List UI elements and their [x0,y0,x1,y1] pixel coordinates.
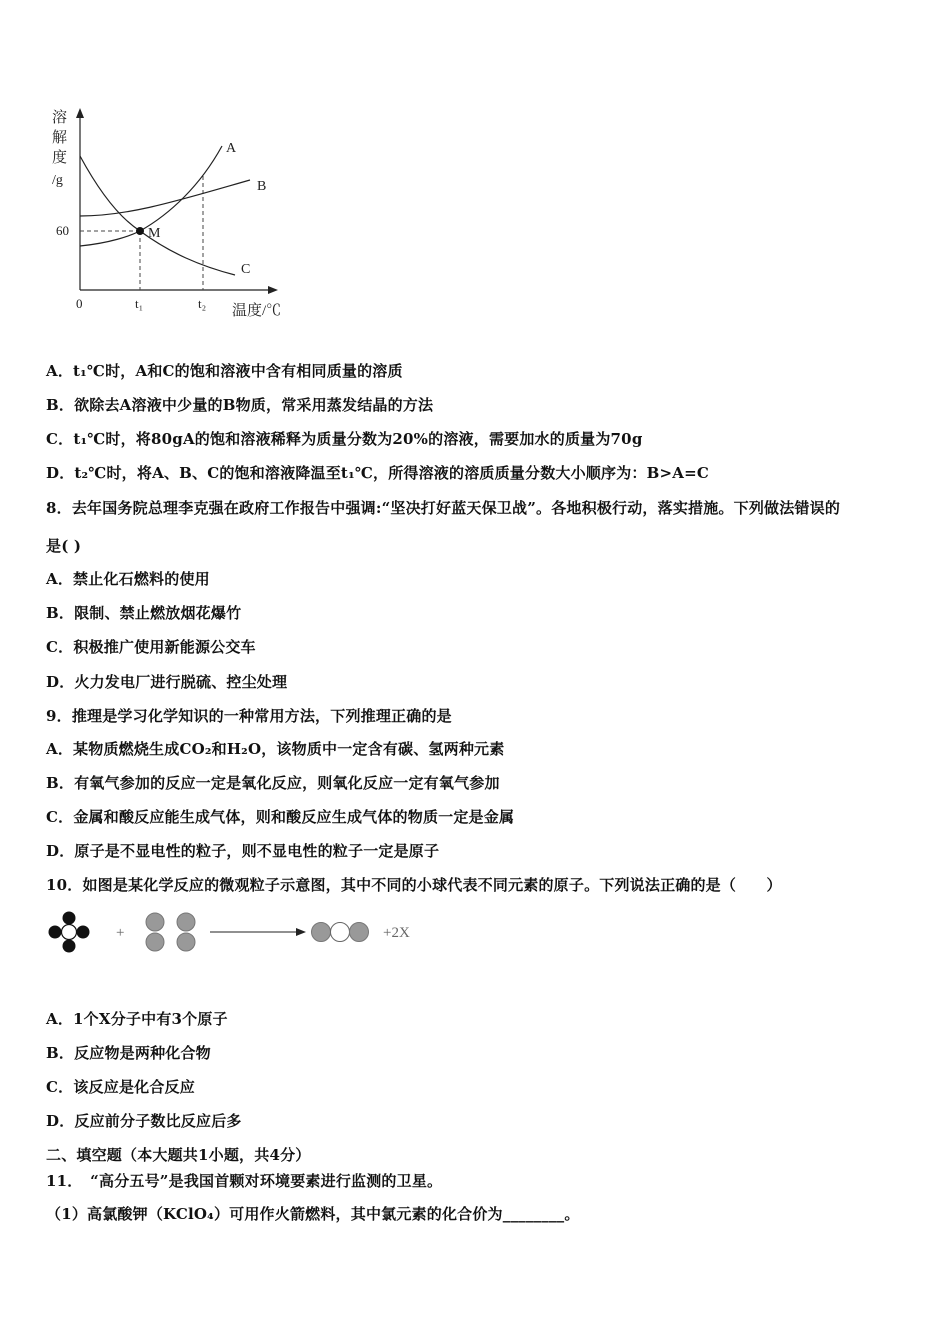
y-label-char: 溶 [52,110,68,126]
origin-label: 0 [76,296,83,311]
point-m-label: M [148,226,161,241]
q7-option-d: D．t₂℃时，将A、B、C的饱和溶液降温至t₁℃，所得溶液的溶质质量分数大小顺序为：B>A=C [46,464,710,482]
q9-option-d: D．原子是不显电性的粒子，则不显电性的粒子一定是原子 [46,842,440,860]
q10-option-d: D．反应前分子数比反应后多 [46,1112,242,1130]
curve-b-label: B [257,179,267,194]
q10-option-b: B．反应物是两种化合物 [46,1044,211,1062]
q8-option-d: D．火力发电厂进行脱硫、控尘处理 [46,673,288,691]
x-axis-arrow [268,286,278,294]
product-extra: +2X [383,925,410,941]
y-axis-label [52,109,67,188]
curve-c [80,156,235,275]
reaction-arrow-head [296,928,306,936]
q8-option-c: C．积极推广使用新能源公交车 [46,638,256,656]
q8-stem: 8．去年国务院总理李克强在政府工作报告中强调:“坚决打好蓝天保卫战”。各地积极行动，落实措施。下列做法错误的 [46,499,841,517]
y-axis-arrow [76,108,84,118]
reactant-molecules-2 [146,913,195,951]
q7-option-a: A．t₁℃时，A和C的饱和溶液中含有相同质量的溶质 [46,362,403,380]
q10-option-a: A．1个X分子中有3个原子 [46,1010,228,1028]
solubility-chart [40,98,310,330]
q9-option-a: A．某物质燃烧生成CO₂和H₂O，该物质中一定含有碳、氢两种元素 [46,740,505,758]
point-m [136,227,144,235]
reactant-molecule-1 [49,912,90,953]
curve-b [80,180,250,216]
q11-stem: 11． “高分五号”是我国首颗对环境要素进行监测的卫星。 [46,1172,443,1190]
x-tick-t1: t₁ [135,296,144,311]
q11-part-1: （1）高氯酸钾（KClO₄）可用作火箭燃料，其中氯元素的化合价为________。 [46,1205,580,1223]
product-molecule [312,923,369,942]
y-tick-60: 60 [56,223,69,238]
reaction-diagram [40,905,440,961]
q7-option-c: C．t₁℃时，将80gA的饱和溶液稀释为质量分数为20%的溶液，需要加水的质量为70g [46,430,643,448]
section2-title: 二、填空题（本大题共1小题，共4分） [46,1146,311,1164]
q7-option-b: B．欲除去A溶液中少量的B物质，常采用蒸发结晶的方法 [46,396,434,414]
q9-option-c: C．金属和酸反应能生成气体，则和酸反应生成气体的物质一定是金属 [46,808,515,826]
y-label-char: /g [52,173,63,188]
q10-stem: 10．如图是某化学反应的微观粒子示意图，其中不同的小球代表不同元素的原子。下列说法正确的是（ ） [46,876,782,894]
x-tick-t2: t₂ [198,296,207,311]
y-label-char: 度 [52,150,68,166]
curve-a-label: A [226,141,237,156]
q10-option-c: C．该反应是化合反应 [46,1078,195,1096]
q9-stem: 9．推理是学习化学知识的一种常用方法，下列推理正确的是 [46,707,452,725]
q8-stem-cont: 是( ) [46,537,82,555]
y-label-char: 解 [52,130,68,146]
curve-c-label: C [241,262,251,277]
q9-option-b: B．有氧气参加的反应一定是氧化反应，则氧化反应一定有氧气参加 [46,774,500,792]
plus-sign: + [116,925,125,941]
x-axis-label: 温度/℃ [232,303,282,319]
q8-option-b: B．限制、禁止燃放烟花爆竹 [46,604,242,622]
q8-option-a: A．禁止化石燃料的使用 [46,570,210,588]
